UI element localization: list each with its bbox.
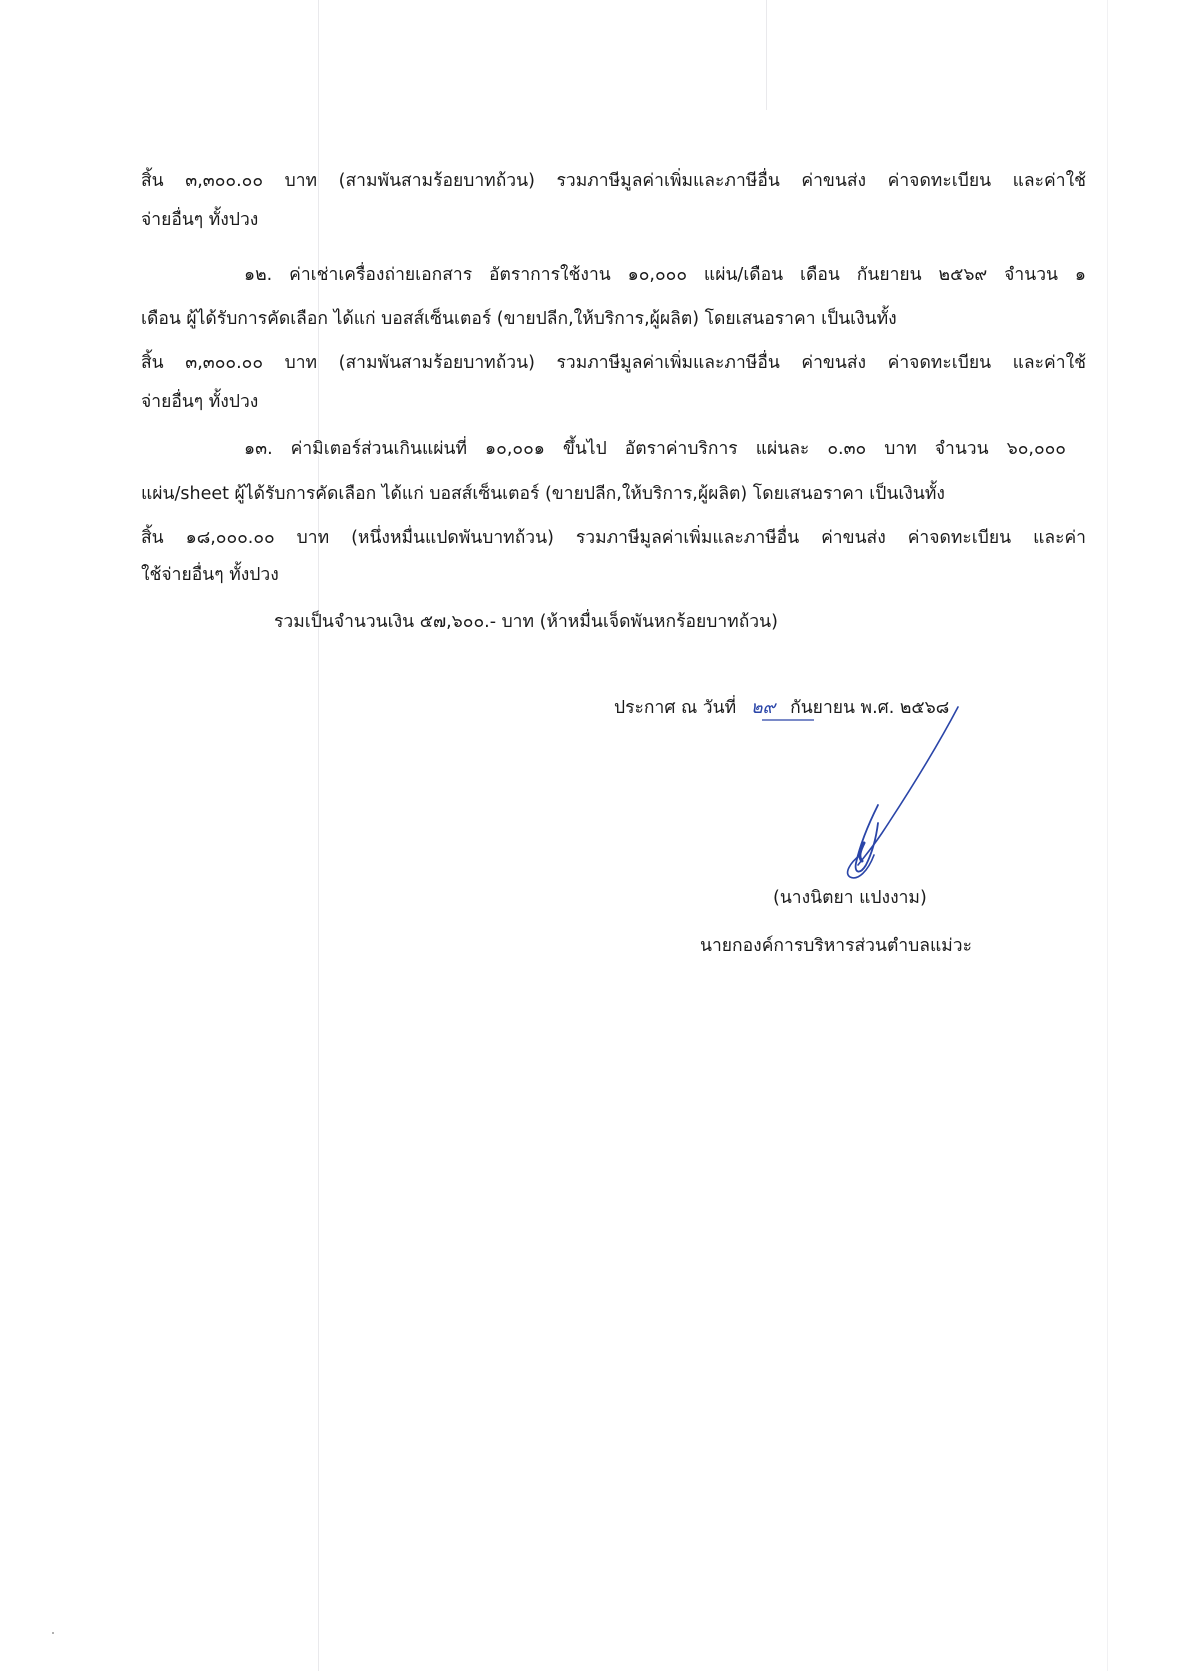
item12-line2: เดือน ผู้ได้รับการคัดเลือก ได้แก่ บอสส์เซ็นเตอร์ (ขายปลีก,ให้บริการ,ผู้ผลิต) โดยเสนอราคา เป็นเงินทั้ง xyxy=(141,309,897,329)
item13-line1: ๑๓. ค่ามิเตอร์ส่วนเกินแผ่นที่ ๑๐,๐๐๑ ขึ้นไป อัตราค่าบริการ แผ่นละ ๐.๓๐ บาท จำนวน ๖๐,๐๐๐ xyxy=(244,439,1066,459)
announcement-suffix: กันยายน พ.ศ. ๒๕๖๘ xyxy=(790,698,950,718)
total-amount: รวมเป็นจำนวนเงิน ๕๗,๖๐๐.- บาท (ห้าหมื่นเจ็ดพันหกร้อยบาทถ้วน) xyxy=(274,612,778,632)
item12-line4: จ่ายอื่นๆ ทั้งปวง xyxy=(141,392,259,412)
item11-continuation-line1: สิ้น ๓,๓๐๐.๐๐ บาท (สามพันสามร้อยบาทถ้วน) รวมภาษีมูลค่าเพิ่มและภาษีอื่น ค่าขนส่ง ค่าจดทะเบียน และค่าใช้ xyxy=(141,171,1086,191)
handwritten-day-underline xyxy=(760,690,816,724)
scan-speck xyxy=(52,1632,54,1634)
announcement-day: ๒๙ xyxy=(750,698,776,718)
signature-mark xyxy=(820,705,965,900)
signatory-position: นายกองค์การบริหารส่วนตำบลแม่วะ xyxy=(700,936,973,956)
item13-line4: ใช้จ่ายอื่นๆ ทั้งปวง xyxy=(141,565,279,585)
item12-line3: สิ้น ๓,๓๐๐.๐๐ บาท (สามพันสามร้อยบาทถ้วน) รวมภาษีมูลค่าเพิ่มและภาษีอื่น ค่าขนส่ง ค่าจดทะเบียน และค่าใช้ xyxy=(141,353,1086,373)
signatory-name: (นางนิตยา แปงงาม) xyxy=(773,888,927,908)
item12-line1: ๑๒. ค่าเช่าเครื่องถ่ายเอกสาร อัตราการใช้งาน ๑๐,๐๐๐ แผ่น/เดือน เดือน กันยายน ๒๕๖๙ จำนวน ๑ xyxy=(244,265,1086,285)
item11-continuation-line2: จ่ายอื่นๆ ทั้งปวง xyxy=(141,210,259,230)
scan-artifact-line xyxy=(1107,0,1108,1671)
scan-artifact-line xyxy=(318,0,319,1671)
announcement-prefix: ประกาศ ณ วันที่ xyxy=(614,698,737,718)
scan-artifact-line xyxy=(766,0,767,110)
item13-line3: สิ้น ๑๘,๐๐๐.๐๐ บาท (หนึ่งหมื่นแปดพันบาทถ้วน) รวมภาษีมูลค่าเพิ่มและภาษีอื่น ค่าขนส่ง ค่าจดทะเบียน และค่า xyxy=(141,528,1086,548)
item13-line2: แผ่น/sheet ผู้ได้รับการคัดเลือก ได้แก่ บอสส์เซ็นเตอร์ (ขายปลีก,ให้บริการ,ผู้ผลิต) โดยเสนอราคา เป็นเงินทั้ง xyxy=(141,484,945,504)
